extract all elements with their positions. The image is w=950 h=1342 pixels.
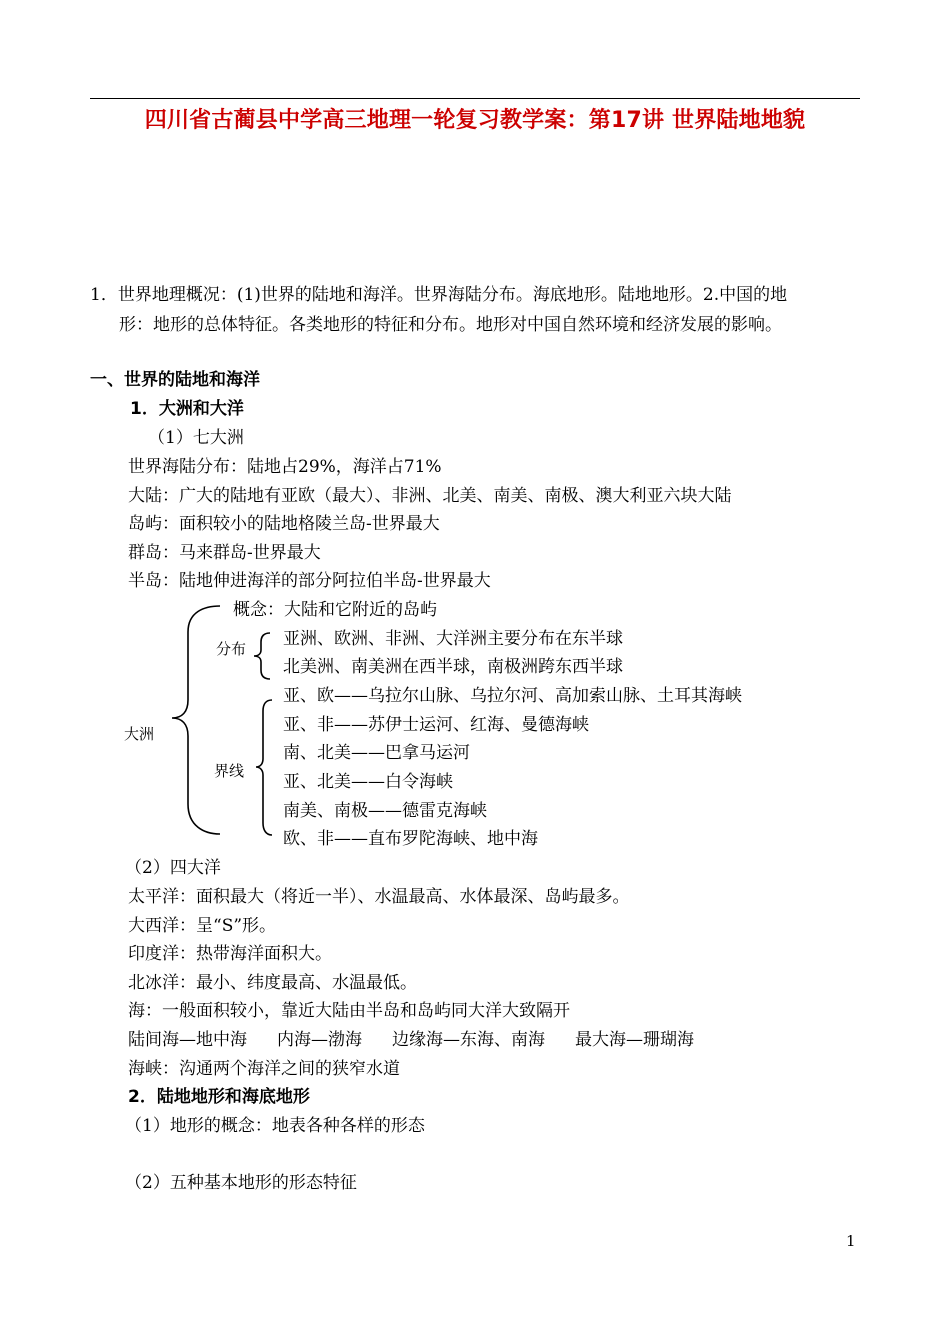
boundary-label: 界线 [214, 762, 245, 780]
distribution-brace [252, 630, 274, 682]
concept-line: 概念：大陆和它附近的岛屿 [233, 600, 437, 620]
seven-continents-heading: （1）七大洲 [148, 428, 244, 448]
boundary-brace [254, 697, 276, 839]
section-heading: 一、世界的陆地和海洋 [90, 370, 260, 390]
distribution-item: 北美洲、南美洲在西半球，南极洲跨东西半球 [283, 657, 623, 677]
subheading-landforms: 2．陆地地形和海底地形 [128, 1087, 310, 1107]
overview-line-1: 1．世界地理概况：(1)世界的陆地和海洋。世界海陆分布。海底地形。陆地地形。2.中国的地 [90, 285, 788, 305]
diagram-root-label: 大洲 [124, 725, 155, 743]
strait-line: 海峡：沟通两个海洋之间的狭窄水道 [128, 1059, 400, 1079]
sea-type: 陆间海—地中海 [128, 1030, 247, 1050]
text-line: 半岛：陆地伸进海洋的部分阿拉伯半岛-世界最大 [128, 571, 491, 591]
boundary-item: 亚、欧——乌拉尔山脉、乌拉尔河、高加索山脉、土耳其海峡 [283, 686, 742, 706]
four-oceans-heading: （2）四大洋 [125, 858, 221, 878]
distribution-label: 分布 [216, 640, 247, 658]
text-line: 群岛：马来群岛-世界最大 [128, 543, 321, 563]
sea-type: 内海—渤海 [277, 1030, 362, 1050]
boundary-item: 亚、北美——白令海峡 [283, 772, 453, 792]
five-landforms-line: （2）五种基本地形的形态特征 [125, 1173, 357, 1193]
ocean-line: 印度洋：热带海洋面积大。 [128, 944, 332, 964]
ocean-line: 太平洋：面积最大（将近一半）、水温最高、水体最深、岛屿最多。 [128, 887, 630, 907]
ocean-line: 北冰洋：最小、纬度最高、水温最低。 [128, 973, 417, 993]
boundary-item: 亚、非——苏伊士运河、红海、曼德海峡 [283, 715, 589, 735]
boundary-item: 欧、非——直布罗陀海峡、地中海 [283, 829, 538, 849]
ocean-line: 海：一般面积较小，靠近大陆由半岛和岛屿同大洋大致隔开 [128, 1001, 570, 1021]
text-line: 岛屿：面积较小的陆地格陵兰岛-世界最大 [128, 514, 440, 534]
distribution-item: 亚洲、欧洲、非洲、大洋洲主要分布在东半球 [283, 629, 623, 649]
text-line: 世界海陆分布：陆地占29%，海洋占71% [128, 457, 442, 477]
ocean-line: 大西洋：呈“S”形。 [128, 916, 277, 936]
text-line: 大陆：广大的陆地有亚欧（最大）、非洲、北美、南美、南极、澳大利亚六块大陆 [128, 486, 732, 506]
landform-concept-line: （1）地形的概念：地表各种各样的形态 [125, 1116, 425, 1136]
boundary-item: 南、北美——巴拿马运河 [283, 743, 470, 763]
subheading-continents-oceans: 1．大洲和大洋 [130, 399, 244, 419]
sea-type: 边缘海—东海、南海 [392, 1030, 545, 1050]
page-title: 四川省古蔺县中学高三地理一轮复习教学案：第17讲 世界陆地地貌 [144, 108, 806, 133]
page-number: 1 [846, 1232, 856, 1250]
sea-types-line [128, 1027, 694, 1053]
header-rule [90, 98, 860, 99]
boundary-item: 南美、南极——德雷克海峡 [283, 801, 487, 821]
sea-type: 最大海—珊瑚海 [575, 1030, 694, 1050]
overview-line-2: 形：地形的总体特征。各类地形的特征和分布。地形对中国自然环境和经济发展的影响。 [119, 315, 782, 335]
